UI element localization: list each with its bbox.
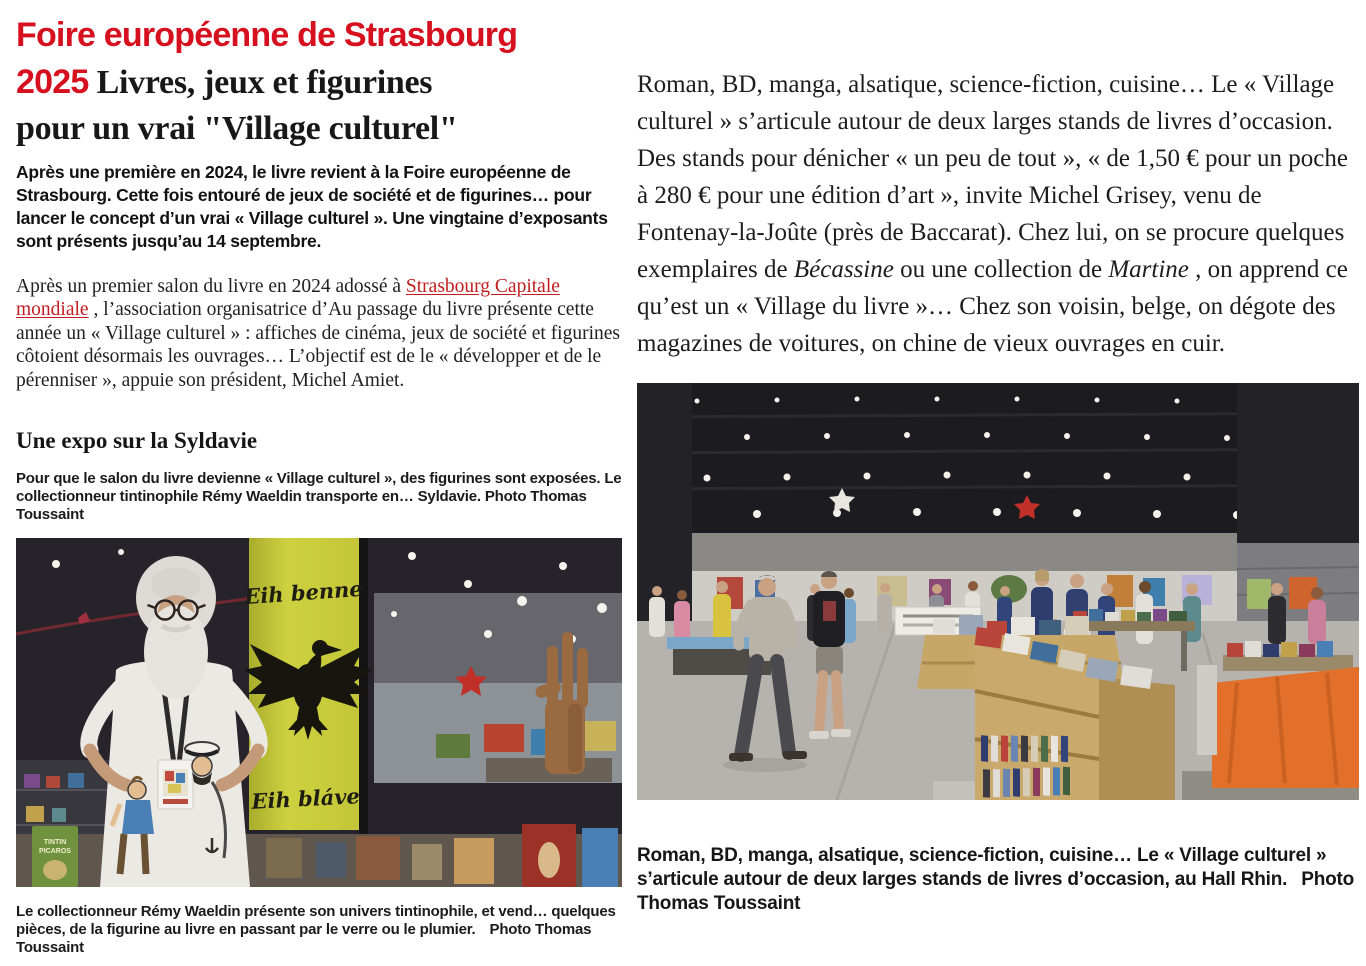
headline-title-line2: pour un vrai "Village culturel" <box>16 110 458 147</box>
banner-text-top: Eih benne <box>243 576 364 610</box>
right-paragraph-part3: , on apprend ce qu’est un « Village du livre »… Chez son voisin, belge, on dégote des magazines de voitures, on chine de vieux ouvrages en cuir. <box>637 256 1348 357</box>
left-photo-caption-below <box>16 903 624 956</box>
headline-kicker-line2: 2025 <box>16 63 89 101</box>
book1-title-line2: PICAROS <box>39 848 71 856</box>
banner-text-bottom: Eih bláve <box>250 783 361 815</box>
section-subheading: Une expo sur la Syldavie <box>16 428 258 454</box>
left-caption-credit: Photo Thomas Toussaint <box>16 921 592 957</box>
tintin-book-green <box>32 826 78 887</box>
article-paragraph-right <box>637 66 1360 362</box>
tintin-book-red <box>522 824 576 887</box>
book1-title-line1: TINTIN <box>43 839 67 847</box>
body-paragraph <box>16 275 624 392</box>
strasbourg-capitale-link[interactable]: Strasbourg Capitale mondiale <box>16 276 560 321</box>
body-paragraph-start: Après un premier salon du livre en 2024 adossé à <box>16 276 406 297</box>
photo-exhibition-hall <box>637 383 1360 800</box>
right-wall <box>1237 383 1359 555</box>
right-column <box>637 66 1360 916</box>
headline-title-line1: Livres, jeux et figurines <box>88 64 433 101</box>
right-caption-text: Roman, BD, manga, alsatique, science-fiction, cuisine… Le « Village culturel » s’articule autour de deux larges stands de livres d’occasion, au Hall Rhin. <box>637 845 1327 890</box>
body-paragraph-end: , l’association organisatrice d’Au passage du livre présente cette année un « Village culturel » : affiches de cinéma, jeux de société et figurines côtoient désormais les ouvrages… L’objectif est de le « développer et de le pérenniser », appuie son président, Michel Amiet. <box>16 299 621 391</box>
left-caption-text: Le collectionneur Rémy Waeldin présente son univers tintinophile, et vend… quelques pièces, de la figurine au livre en passant par le verre ou le plumier. <box>16 903 616 939</box>
italic-becassine: Bécassine <box>793 256 894 283</box>
article-headline <box>16 12 624 152</box>
syldavia-banner <box>242 538 372 838</box>
lead-paragraph: Après une première en 2024, le livre revient à la Foire européenne de Strasbourg. Cette fois entouré de jeux de société et de figurines… pour lancer le concept d’un vrai « Village culturel ». Une vingtaine d’exposants sont présents jusqu’au 14 septembre. <box>16 162 608 251</box>
headline-kicker-line1: Foire européenne de Strasbourg <box>16 16 518 54</box>
photo-remy-waeldin-scene <box>16 538 622 887</box>
right-paragraph-part2: ou une collection de <box>893 256 1109 283</box>
right-photo-caption <box>637 844 1360 916</box>
left-photo-caption-above: Pour que le salon du livre devienne « Village culturel », des figurines sont exposées. Le collectionneur tintinophile Rémy Waeldin transporte en… Syldavie. Photo Thomas Toussaint <box>16 470 622 523</box>
right-paragraph-part1: Roman, BD, manga, alsatique, science-fiction, cuisine… Le « Village culturel » s’articule autour de deux larges stands de livres d’occasion. Des stands pour dénicher « un peu de tout », « de 1,50 € pour un poche à 280 € pour une édition d’art », invite Michel Grisey, venu de Fontenay-la-Joûte (près de Baccarat). Chez lui, on se procure quelques exemplaires de <box>637 71 1348 283</box>
photo-remy-waeldin <box>16 538 624 887</box>
photo-exhibition-hall-scene <box>637 383 1359 800</box>
left-column <box>16 12 624 957</box>
italic-martine: Martine <box>1108 256 1189 283</box>
badge <box>158 760 193 809</box>
right-caption-credit: Photo Thomas Toussaint <box>637 869 1355 914</box>
